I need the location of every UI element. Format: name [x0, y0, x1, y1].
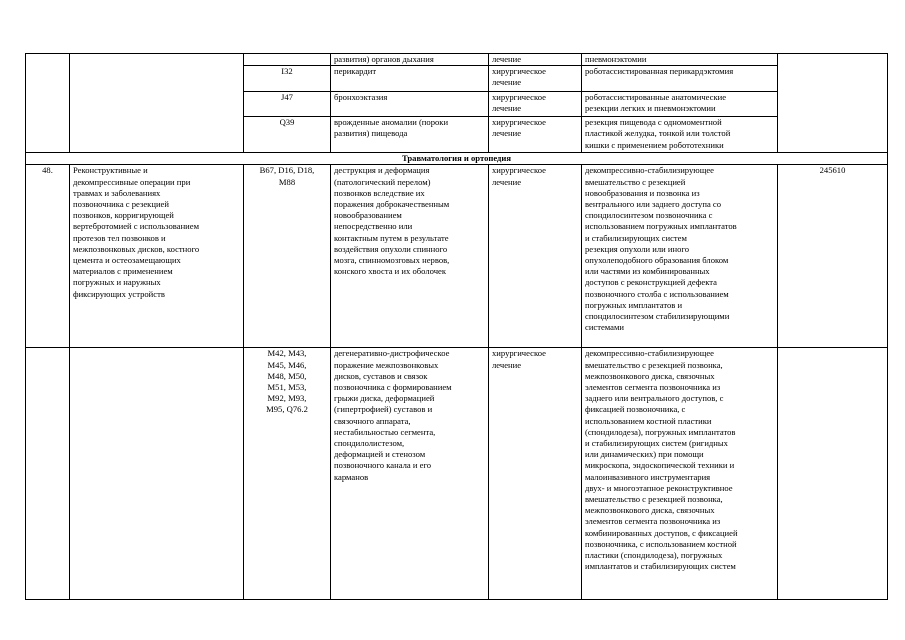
treatment-method-cell: пневмонэктомии: [582, 54, 778, 66]
table-row: [26, 165, 888, 348]
table-row: [26, 54, 888, 66]
disease-cell: бронхоэктазия: [331, 92, 489, 117]
price-cell: [778, 348, 888, 600]
icd-code-cell: [244, 54, 331, 66]
section-header-row: [26, 153, 888, 165]
disease-cell: развития) органов дыхания: [331, 54, 489, 66]
medical-services-table: [25, 53, 888, 600]
operation-name-cell: [70, 54, 244, 153]
icd-code-cell: Q39: [244, 117, 331, 153]
treatment-method-cell: декомпрессивно-стабилизирующее вмешательство с резекцией позвонка, межпозвонкового диска, связочных элементов сегмента позвоночника из заднего или вентрального доступов, с фиксацией позвоночника, с использованием костной пластики (спондилодеза), погружных имплантатов и стабилизирующих систем (ригидных или динамических) при помощи микроскопа, эндоскопической техники и малоинвазивного инструментария двух- и многоэтапное реконструктивное вмешательство с резекцией позвонка, межпозвонкового диска, связочных элементов сегмента позвоночника из комбинированных доступов, с фиксацией позвоночника, с использованием костной пластики (спондилодеза), погружных имплантатов и стабилизирующих систем: [582, 348, 778, 600]
treatment-type-cell: хирургическое лечение: [489, 66, 582, 92]
treatment-type-cell: хирургическое лечение: [489, 117, 582, 153]
table-row: [26, 348, 888, 600]
price-cell: 245610: [778, 165, 888, 348]
icd-code-cell: I32: [244, 66, 331, 92]
disease-cell: врожденные аномалии (пороки развития) пищевода: [331, 117, 489, 153]
operation-name-cell: [70, 348, 244, 600]
section-title: Травматология и ортопедия: [26, 153, 888, 165]
treatment-method-cell: роботассистированные анатомические резекции легких и пневмонэктомии: [582, 92, 778, 117]
disease-cell: деструкция и деформация (патологический перелом) позвонков вследствие их поражения доброкачественным новообразованием непосредственно или контактным путем в результате воздействия опухоли спинного мозга, спинномозговых нервов, конского хвоста и их оболочек: [331, 165, 489, 348]
treatment-method-cell: резекция пищевода с одномоментной пластикой желудка, тонкой или толстой кишки с применением робототехники: [582, 117, 778, 153]
row-number-cell: [26, 348, 70, 600]
disease-cell: перикардит: [331, 66, 489, 92]
operation-name-cell: Реконструктивные и декомпрессивные операции при травмах и заболеваниях позвоночника с резекцией позвонков, корригирующей вертебротомией с использованием протезов тел позвонков и межпозвонковых дисков, костного цемента и остеозамещающих материалов с применением погружных и наружных фиксирующих устройств: [70, 165, 244, 348]
price-cell: [778, 54, 888, 153]
disease-cell: дегенеративно-дистрофическое поражение межпозвонковых дисков, суставов и связок позвоночника с формированием грыжи диска, деформацией (гипертрофией) суставов и связочного аппарата, нестабильностью сегмента, спондилолистезом, деформацией и стенозом позвоночного канала и его карманов: [331, 348, 489, 600]
treatment-type-cell: лечение: [489, 54, 582, 66]
icd-code-cell: J47: [244, 92, 331, 117]
treatment-method-cell: роботассистированная перикардэктомия: [582, 66, 778, 92]
icd-code-cell: M42, M43, M45, M46, M48, M50, M51, M53, M92, M93, M95, Q76.2: [244, 348, 331, 600]
treatment-type-cell: хирургическое лечение: [489, 165, 582, 348]
icd-code-cell: B67, D16, D18, M88: [244, 165, 331, 348]
treatment-type-cell: хирургическое лечение: [489, 92, 582, 117]
treatment-method-cell: декомпрессивно-стабилизирующее вмешательство с резекцией новообразования и позвонка из вентрального или заднего доступа со спондилосинтезом позвоночника с использованием погружных имплантатов и стабилизирующих систем резекция опухоли или иного опухолеподобного образования блоком или частями из комбинированных доступов с реконструкцией дефекта позвоночного столба с использованием погружных имплантатов и спондилосинтезом стабилизирующими системами: [582, 165, 778, 348]
row-number-cell: 48.: [26, 165, 70, 348]
row-number-cell: [26, 54, 70, 153]
treatment-type-cell: хирургическое лечение: [489, 348, 582, 600]
